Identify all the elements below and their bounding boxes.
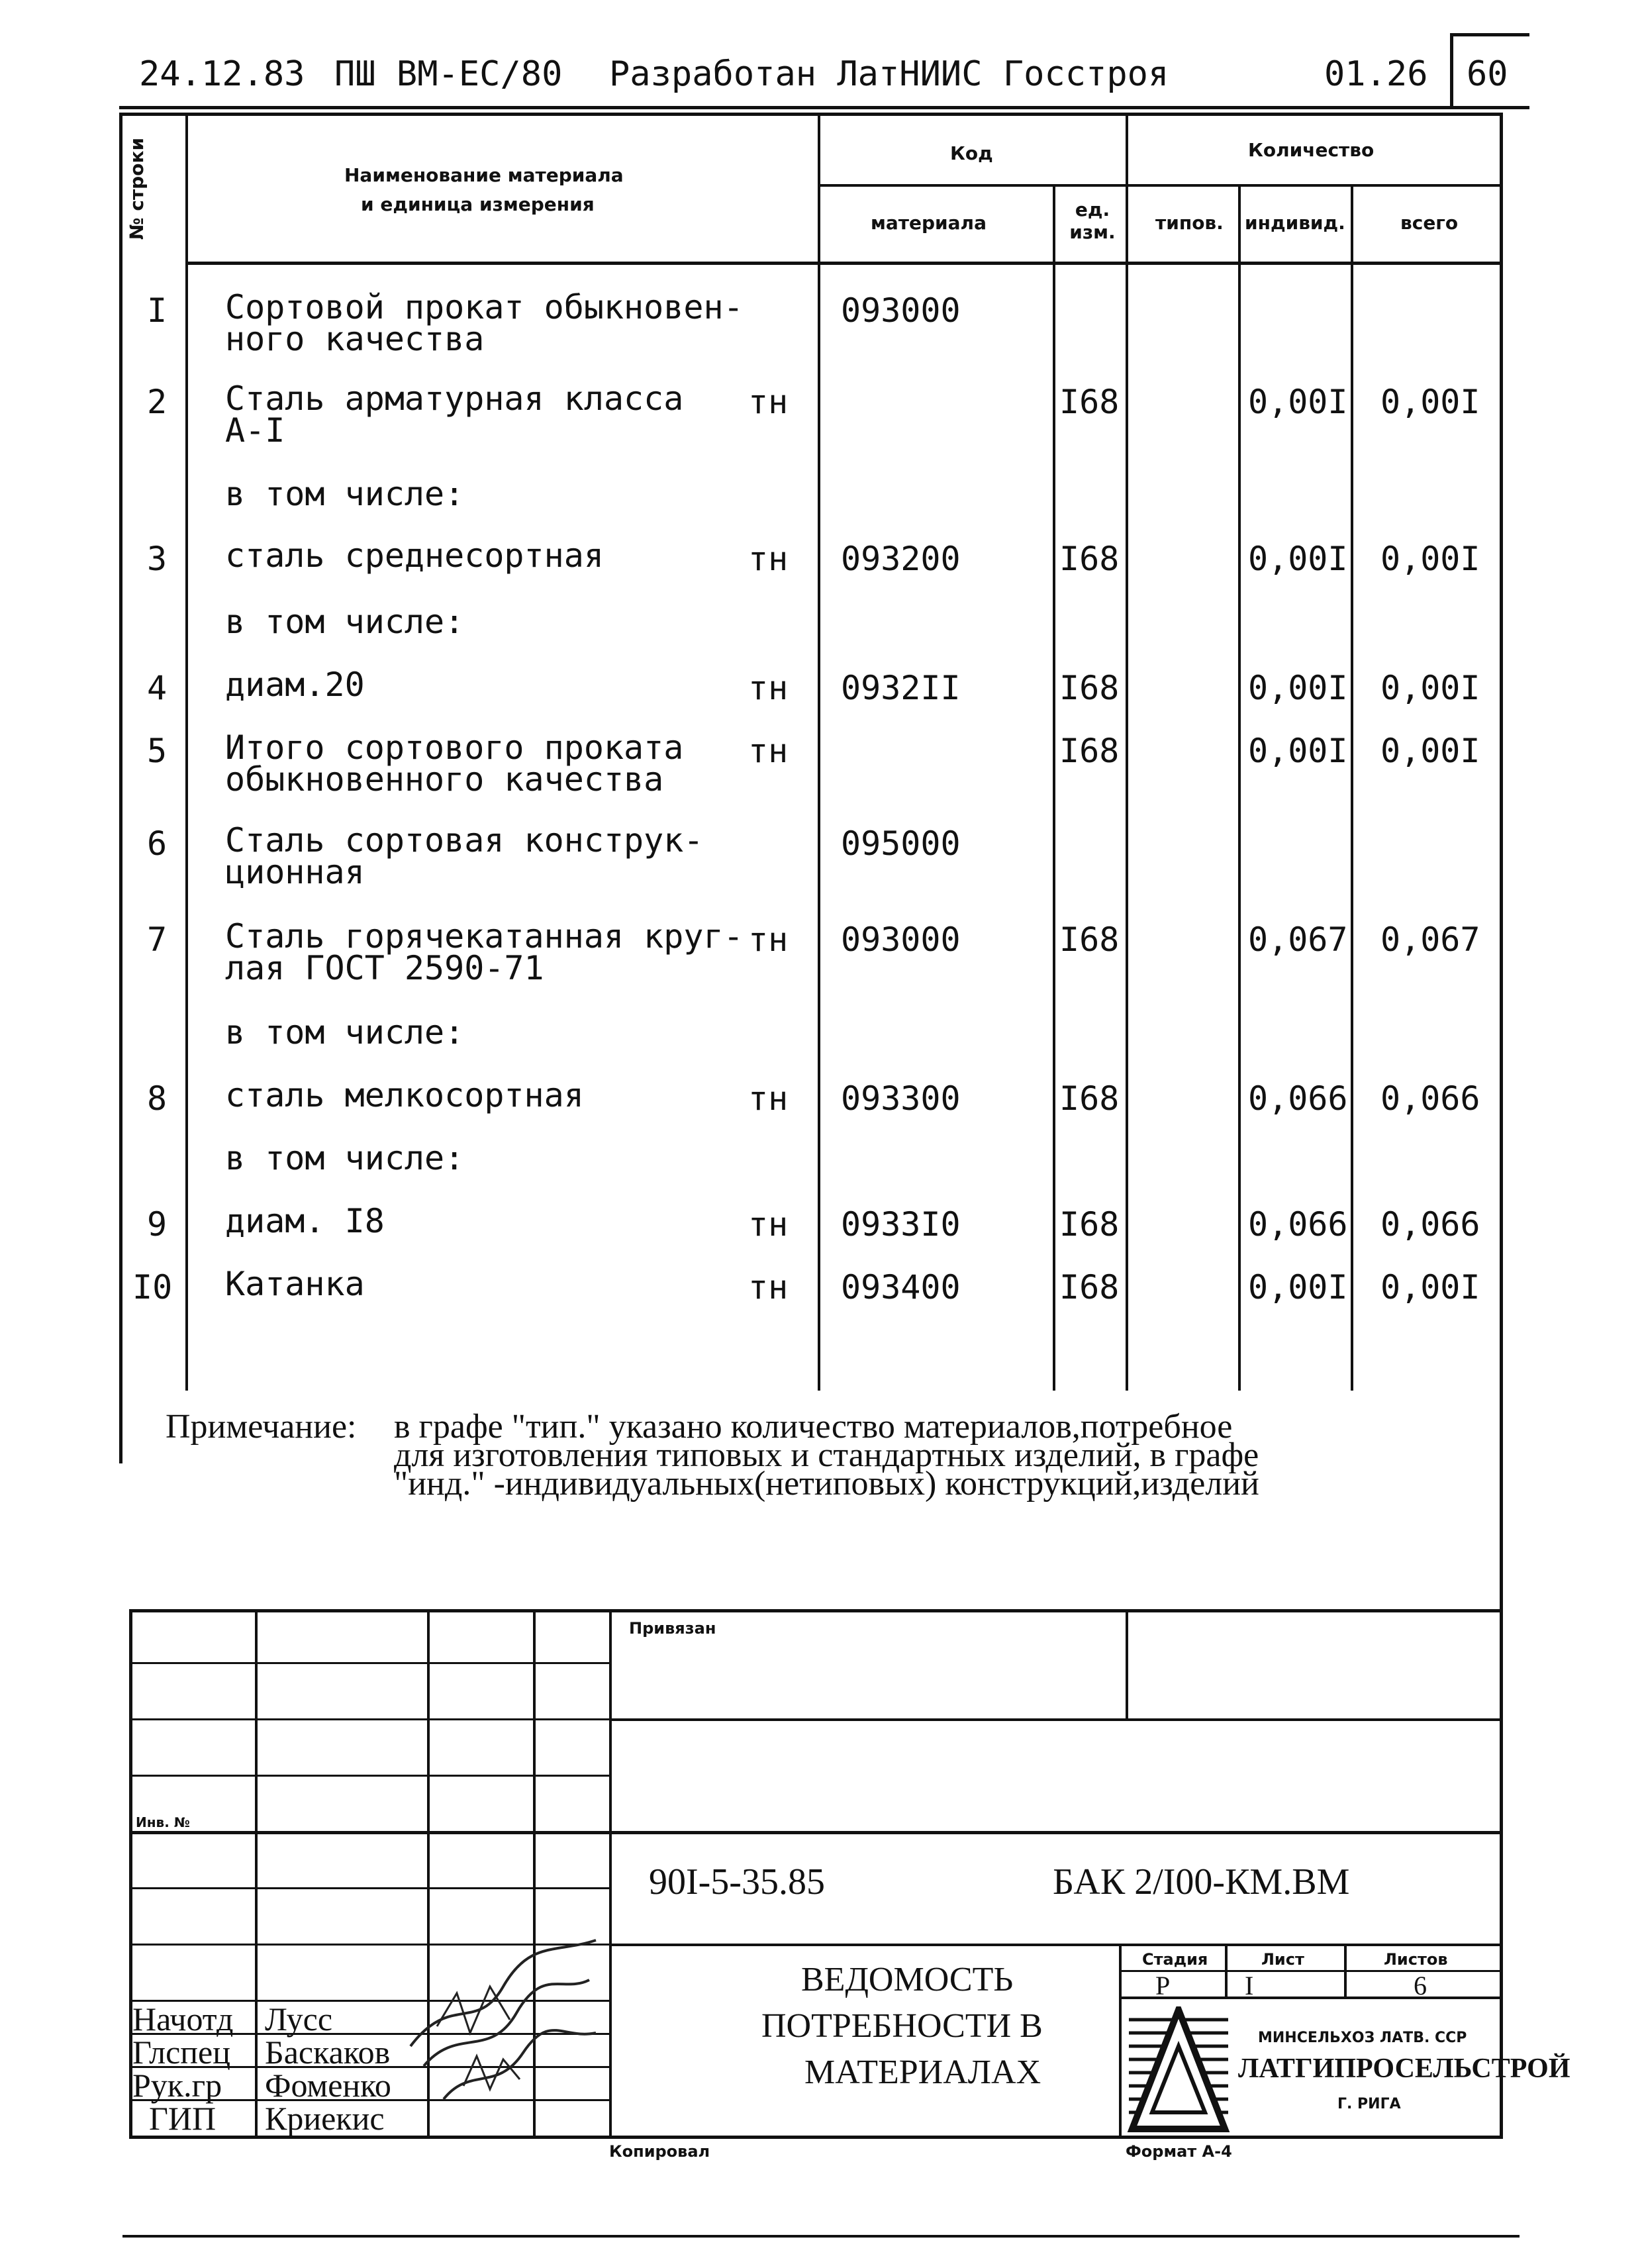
material-name-line: в том числе:	[225, 1013, 465, 1052]
frame-left	[119, 113, 122, 1463]
header-developer: Разработан ЛатНИИС Госстроя	[609, 54, 1169, 94]
row-number: 7	[147, 920, 168, 959]
note-label: Примечание:	[166, 1408, 357, 1446]
material-code: 093300	[841, 1079, 961, 1118]
stage-label: Стадия	[1142, 1950, 1208, 1969]
unit-of-measure: тн	[748, 732, 789, 770]
col-divider	[1053, 185, 1055, 1391]
sheet-label: Лист	[1261, 1950, 1304, 1969]
material-name-line: ционная	[225, 853, 365, 891]
row-number: 8	[147, 1079, 168, 1118]
unit-of-measure: тн	[748, 1268, 789, 1307]
quantity-individual: 0,00I	[1248, 669, 1348, 707]
quantity-total: 0,066	[1380, 1079, 1480, 1118]
material-name-line: сталь мелкосортная	[225, 1076, 584, 1114]
note-line-1: в графе "тип." указано количество материалов,потребное	[394, 1408, 1233, 1446]
unit-code: I68	[1059, 1205, 1120, 1244]
stamp-rule	[129, 1831, 1503, 1834]
unit-of-measure: тн	[748, 669, 789, 707]
col-qty-typical-header: типов.	[1155, 212, 1224, 234]
signer-role-3: Рук.гр	[132, 2067, 222, 2104]
organization-name: ЛАТГИПРОСЕЛЬСТРОЙ	[1238, 2053, 1570, 2084]
row-number: 2	[147, 383, 168, 421]
frame-right	[1500, 113, 1503, 2139]
stamp-rule	[609, 1944, 1503, 1946]
material-code: 093000	[841, 920, 961, 959]
format-label: Формат А-4	[1126, 2142, 1232, 2161]
material-name-line: диам.20	[225, 666, 365, 704]
col-divider	[1126, 113, 1128, 1391]
unit-of-measure: тн	[748, 1205, 789, 1244]
material-name-line: Сталь арматурная класса	[225, 379, 684, 418]
row-number: 4	[147, 669, 168, 707]
col-divider	[1351, 185, 1353, 1391]
unit-code: I68	[1059, 669, 1120, 707]
material-name-line: Катанка	[225, 1265, 365, 1303]
col-qty-total-header: всего	[1400, 212, 1459, 234]
signer-name-2: Баскаков	[265, 2034, 391, 2071]
stamp-rule	[1119, 1970, 1503, 1972]
header-page-divider	[1450, 33, 1453, 109]
document-number: 90I-5-35.85	[649, 1861, 825, 1902]
unit-code: I68	[1059, 540, 1120, 578]
row-number: I0	[132, 1268, 173, 1307]
material-code: 095000	[841, 824, 961, 863]
col-code-unit-header: ед. изм.	[1069, 199, 1116, 243]
unit-of-measure: тн	[748, 540, 789, 578]
handwritten-signatures	[397, 1914, 609, 2112]
sheet-value: I	[1245, 1971, 1254, 2000]
sheets-label: Листов	[1384, 1950, 1448, 1969]
header-rule	[119, 106, 1529, 109]
stamp-rule	[129, 1718, 609, 1720]
inventory-number-label: Инв. №	[136, 1814, 190, 1830]
col-code-header: Код	[950, 142, 993, 164]
signer-role-2: Глспец	[132, 2034, 230, 2071]
stamp-rule	[609, 1718, 1503, 1721]
stamp-divider	[255, 1609, 258, 2139]
col-code-material-header: материала	[871, 212, 987, 234]
quantity-individual: 0,066	[1248, 1205, 1348, 1244]
quantity-individual: 0,00I	[1248, 540, 1348, 578]
material-name-line: в том числе:	[225, 603, 465, 641]
header-subrule	[818, 184, 1503, 187]
quantity-total: 0,00I	[1380, 540, 1480, 578]
quantity-total: 0,00I	[1380, 669, 1480, 707]
quantity-total: 0,00I	[1380, 732, 1480, 770]
quantity-individual: 0,00I	[1248, 383, 1348, 421]
row-number: 9	[147, 1205, 168, 1244]
col-quantity-header: Количество	[1248, 139, 1375, 161]
signer-name-3: Фоменко	[265, 2067, 391, 2104]
stage-value: Р	[1155, 1971, 1171, 2000]
quantity-individual: 0,067	[1248, 920, 1348, 959]
quantity-individual: 0,00I	[1248, 732, 1348, 770]
quantity-total: 0,00I	[1380, 1268, 1480, 1307]
frame-top	[119, 113, 1503, 116]
material-code: 0933I0	[841, 1205, 961, 1244]
material-name-line: диам. I8	[225, 1202, 385, 1240]
material-name-line: ного качества	[225, 320, 485, 358]
document-code: БАК 2/I00-КМ.ВМ	[1053, 1861, 1350, 1902]
row-number: 3	[147, 540, 168, 578]
col-qty-individual-header: индивид.	[1245, 212, 1345, 234]
unit-code: I68	[1059, 732, 1120, 770]
material-name-line: А-I	[225, 411, 285, 450]
col-name-header-line2: и единица измерения	[361, 193, 595, 215]
header-page-number: 60	[1467, 54, 1508, 94]
material-name-line: Сталь горячекатанная круг-	[225, 917, 744, 956]
unit-code: I68	[1059, 383, 1120, 421]
material-code: 093400	[841, 1268, 961, 1307]
stamp-divider	[609, 1609, 612, 2139]
stamp-divider	[1119, 1944, 1122, 2139]
header-bottom-rule	[185, 262, 1503, 265]
unit-of-measure: тн	[748, 383, 789, 421]
note-line-3: "инд." -индивидуальных(нетиповых) конструкций,изделий	[394, 1465, 1259, 1503]
signer-role-4: ГИП	[149, 2100, 217, 2137]
header-date: 24.12.83	[139, 54, 305, 94]
stamp-divider	[1126, 1609, 1128, 1718]
sheets-value: 6	[1414, 1971, 1427, 2000]
title-line-3: МАТЕРИАЛАХ	[804, 2053, 1041, 2091]
stamp-rule	[1119, 1997, 1503, 1999]
organization-ministry: МИНСЕЛЬХОЗ ЛАТВ. ССР	[1258, 2030, 1467, 2046]
linked-label: Привязан	[629, 1619, 716, 1638]
material-code: 093000	[841, 291, 961, 330]
unit-code: I68	[1059, 1268, 1120, 1307]
signer-name-4: Криекис	[265, 2100, 385, 2137]
material-code: 0932II	[841, 669, 961, 707]
row-number: I	[147, 291, 168, 330]
col-divider	[185, 113, 188, 1391]
header-code: 01.26	[1324, 54, 1428, 94]
unit-code: I68	[1059, 920, 1120, 959]
material-name-line: в том числе:	[225, 1139, 465, 1177]
note-line-2: для изготовления типовых и стандартных изделий, в графе	[394, 1436, 1259, 1474]
signer-name-1: Лусс	[265, 2000, 333, 2038]
row-number: 5	[147, 732, 168, 770]
stamp-rule	[129, 1662, 609, 1664]
header-page-box-top	[1450, 33, 1529, 36]
material-name-line: в том числе:	[225, 475, 465, 513]
quantity-total: 0,067	[1380, 920, 1480, 959]
unit-of-measure: тн	[748, 920, 789, 959]
col-divider	[818, 113, 820, 1391]
material-name-line: обыкновенного качества	[225, 760, 664, 799]
col-name-header-line1: Наименование материала	[344, 164, 624, 186]
row-number: 6	[147, 824, 168, 863]
material-name-line: лая ГОСТ 2590-71	[225, 949, 544, 987]
page-bottom-rule	[122, 2235, 1520, 2238]
stamp-top-rule	[129, 1609, 1503, 1612]
unit-of-measure: тн	[748, 1079, 789, 1118]
quantity-individual: 0,066	[1248, 1079, 1348, 1118]
signer-role-1: Начотд	[132, 2000, 234, 2038]
quantity-total: 0,066	[1380, 1205, 1480, 1244]
quantity-total: 0,00I	[1380, 383, 1480, 421]
organization-city: Г. РИГА	[1337, 2096, 1401, 2112]
stamp-rule	[129, 1887, 609, 1889]
material-name-line: Итого сортового проката	[225, 728, 684, 767]
header-series: ПШ ВМ-ЕС/80	[334, 54, 563, 94]
material-code: 093200	[841, 540, 961, 578]
title-line-1: ВЕДОМОСТЬ	[801, 1961, 1014, 1998]
material-name-line: Сортовой прокат обыкновен-	[225, 288, 744, 326]
organization-logo	[1126, 2006, 1232, 2132]
title-line-2: ПОТРЕБНОСТИ В	[761, 2007, 1043, 2045]
material-name-line: Сталь сортовая конструк-	[225, 821, 704, 860]
copied-label: Копировал	[609, 2142, 710, 2161]
col-divider	[1238, 185, 1241, 1391]
col-row-number-header: № строки	[126, 137, 148, 240]
unit-code: I68	[1059, 1079, 1120, 1118]
quantity-individual: 0,00I	[1248, 1268, 1348, 1307]
stamp-rule	[129, 1775, 609, 1777]
material-name-line: сталь среднесортная	[225, 536, 604, 575]
